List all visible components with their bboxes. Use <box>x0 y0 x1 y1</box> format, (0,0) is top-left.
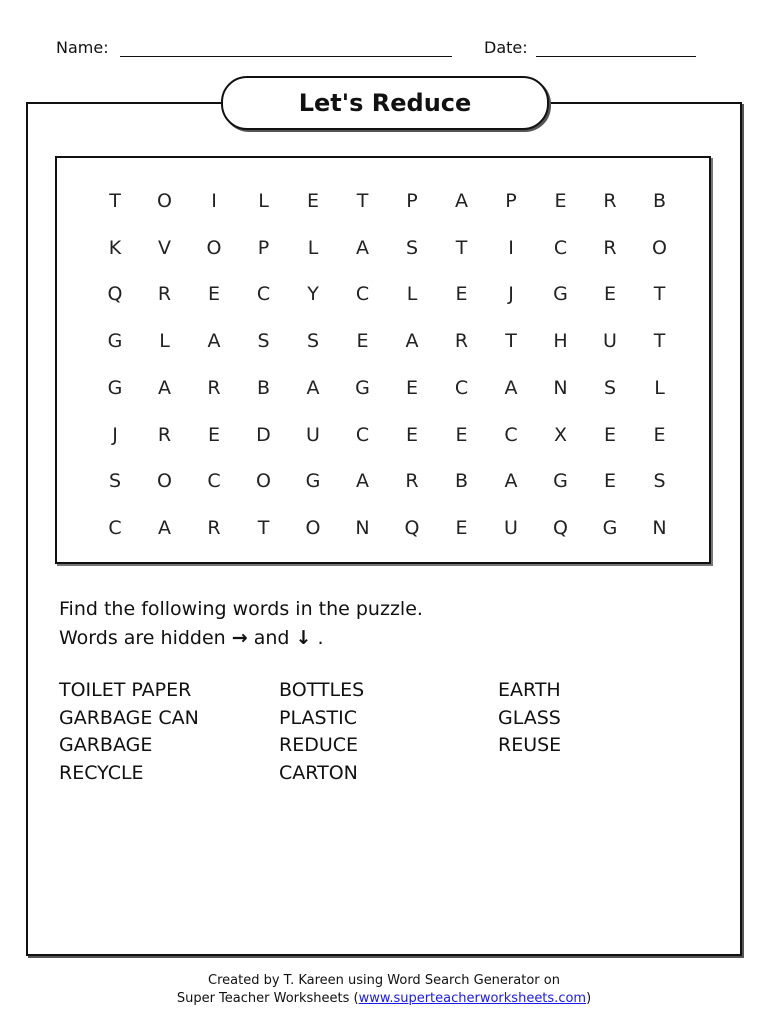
footer-credits <box>0 972 768 1008</box>
grid-letter: A <box>405 330 419 353</box>
grid-letter: G <box>107 376 123 399</box>
grid-letter: O <box>157 190 172 212</box>
grid-letter: U <box>603 330 617 353</box>
grid-letter: T <box>455 236 468 259</box>
grid-letter: E <box>405 423 418 446</box>
grid-letter: N <box>553 376 568 399</box>
grid-letter: S <box>603 376 617 399</box>
grid-letter: S <box>257 330 270 353</box>
grid-letter: C <box>504 423 518 446</box>
word-item: REUSE <box>498 734 562 756</box>
grid-letter: O <box>256 470 271 493</box>
worksheet-title: Let's Reduce <box>298 89 472 117</box>
grid-letter: Y <box>307 283 319 306</box>
grid-letter: O <box>206 236 222 259</box>
date-blank-line[interactable] <box>536 56 696 57</box>
grid-letter: C <box>454 376 469 399</box>
grid-row <box>57 190 709 220</box>
grid-letter: G <box>305 470 321 493</box>
period: . <box>317 627 324 649</box>
grid-letter: C <box>553 236 568 259</box>
grid-letter: L <box>258 190 269 212</box>
grid-letter: V <box>158 236 171 259</box>
grid-row <box>57 237 709 267</box>
grid-letter: A <box>504 470 518 493</box>
word-item: GARBAGE <box>59 734 153 756</box>
grid-letter: A <box>306 376 320 399</box>
grid-row <box>57 283 709 313</box>
grid-letter: A <box>207 330 221 353</box>
grid-letter: S <box>108 470 122 493</box>
grid-letter: G <box>355 376 370 399</box>
grid-letter: T <box>356 190 369 212</box>
footer-site-name: Super Teacher Worksheets ( <box>176 991 359 1006</box>
grid-letter: B <box>652 190 667 212</box>
grid-letter: C <box>355 283 370 306</box>
grid-letter: E <box>653 423 666 446</box>
word-item: PLASTIC <box>279 706 358 729</box>
grid-letter: E <box>455 423 468 446</box>
grid-letter: T <box>257 516 270 539</box>
grid-letter: P <box>505 190 517 212</box>
grid-letter: G <box>553 283 568 306</box>
grid-letter: L <box>159 330 170 353</box>
grid-row <box>57 470 709 500</box>
grid-letter: T <box>653 330 666 353</box>
hidden-label: Words are hidden <box>59 627 226 649</box>
grid-letter: J <box>112 423 118 446</box>
grid-letter: A <box>158 376 171 399</box>
grid-letter: R <box>454 330 469 353</box>
grid-letter: S <box>653 470 666 493</box>
grid-letter: A <box>455 190 468 212</box>
grid-letter: P <box>257 236 270 259</box>
grid-letter: E <box>405 376 418 399</box>
grid-letter: C <box>108 516 122 539</box>
grid-letter: Q <box>404 516 420 539</box>
date-label: Date: <box>484 38 528 57</box>
grid-letter: R <box>207 516 221 539</box>
grid-letter: J <box>508 283 514 306</box>
word-search-grid <box>55 156 711 564</box>
grid-letter: A <box>158 516 171 539</box>
footer-close-paren: ) <box>586 991 592 1006</box>
word-item: REDUCE <box>279 734 359 756</box>
grid-letter: O <box>305 516 321 539</box>
grid-letter: R <box>157 283 172 306</box>
grid-letter: I <box>211 190 217 212</box>
title-banner <box>221 76 549 130</box>
instructions-line-2 <box>59 624 423 653</box>
grid-letter: O <box>157 470 172 493</box>
word-item: GARBAGE CAN <box>59 706 199 729</box>
grid-letter: Q <box>107 283 123 306</box>
word-list-column-2 <box>279 677 364 787</box>
grid-letter: T <box>109 190 121 212</box>
grid-letter: R <box>405 470 419 493</box>
grid-letter: R <box>603 236 617 259</box>
grid-letter: A <box>356 236 369 259</box>
grid-row <box>57 517 709 547</box>
grid-letter: C <box>355 423 370 446</box>
word-item: BOTTLES <box>279 679 365 701</box>
grid-letter: N <box>652 516 667 539</box>
grid-letter: X <box>553 423 568 446</box>
and-label: and <box>253 627 290 649</box>
grid-letter: E <box>207 283 220 306</box>
grid-letter: R <box>157 423 172 446</box>
grid-letter: C <box>256 283 271 306</box>
word-list-column-3 <box>498 677 561 760</box>
grid-letter: K <box>108 236 122 259</box>
grid-letter: E <box>455 283 468 306</box>
word-item: TOILET PAPER <box>59 679 192 701</box>
grid-row <box>57 424 709 454</box>
grid-letter: R <box>603 190 617 212</box>
footer-line-2 <box>0 990 768 1008</box>
grid-letter: E <box>603 423 616 446</box>
grid-letter: O <box>652 236 667 259</box>
word-list-column-1 <box>59 677 199 787</box>
instructions <box>59 595 423 653</box>
grid-letter: E <box>455 516 468 539</box>
grid-letter: E <box>554 190 567 212</box>
footer-link[interactable]: www.superteacherworksheets.com <box>358 991 587 1006</box>
grid-letter: E <box>603 283 616 306</box>
grid-letter: S <box>405 236 419 259</box>
grid-letter: N <box>355 516 370 539</box>
grid-letter: A <box>356 470 369 493</box>
grid-row <box>57 330 709 360</box>
arrow-right-icon: → <box>231 627 248 649</box>
grid-letter: E <box>603 470 616 493</box>
grid-letter: E <box>306 190 319 212</box>
grid-letter: R <box>207 376 221 399</box>
grid-letter: Q <box>553 516 568 539</box>
grid-letter: L <box>307 236 319 259</box>
grid-letter: E <box>356 330 369 353</box>
word-item: CARTON <box>279 761 358 784</box>
grid-letter: U <box>504 516 518 539</box>
grid-letter: P <box>406 190 418 212</box>
grid-letter: G <box>602 516 618 539</box>
name-label: Name: <box>56 38 109 57</box>
grid-letter: B <box>454 470 469 493</box>
grid-letter: G <box>553 470 568 493</box>
grid-letter: L <box>654 376 665 399</box>
grid-row <box>57 377 709 407</box>
grid-letter: I <box>508 236 514 259</box>
name-blank-line[interactable] <box>120 56 452 57</box>
grid-letter: L <box>406 283 418 306</box>
grid-letter: T <box>653 283 666 306</box>
grid-letter: B <box>256 376 271 399</box>
instructions-line-1: Find the following words in the puzzle. <box>59 598 423 620</box>
grid-letter: T <box>505 330 517 353</box>
word-item: GLASS <box>498 706 561 729</box>
grid-letter: H <box>553 330 568 353</box>
grid-letter: G <box>107 330 123 353</box>
grid-letter: S <box>306 330 320 353</box>
grid-letter: C <box>207 470 221 493</box>
word-item: RECYCLE <box>59 761 144 784</box>
arrow-down-icon: ↓ <box>295 627 312 649</box>
grid-letter: A <box>504 376 518 399</box>
grid-letter: D <box>256 423 271 446</box>
grid-letter: U <box>306 423 320 446</box>
word-item: EARTH <box>498 679 561 701</box>
footer-line-1: Created by T. Kareen using Word Search Generator on <box>208 973 560 988</box>
grid-letter: E <box>207 423 220 446</box>
